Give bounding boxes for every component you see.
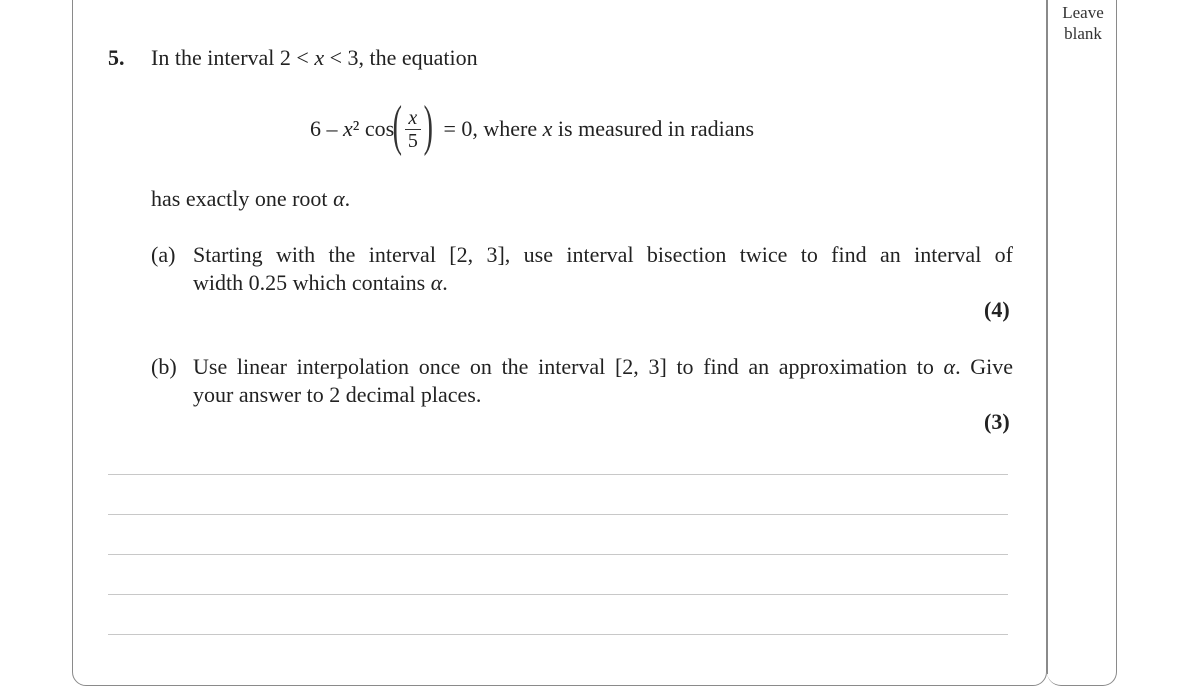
leave-blank-label bbox=[1050, 2, 1116, 44]
equation bbox=[310, 95, 755, 160]
equation-lhs: 6 – x² cos bbox=[310, 116, 395, 141]
part-a-label: (a) bbox=[151, 242, 176, 267]
leave-blank-column bbox=[1047, 0, 1117, 686]
answer-line[interactable] bbox=[108, 474, 1008, 475]
fraction bbox=[405, 107, 421, 152]
equation-tail: = 0, where x is measured in radians bbox=[443, 116, 755, 141]
leave-blank-line-2: blank bbox=[1064, 24, 1102, 43]
root-statement: has exactly one root α. bbox=[151, 186, 351, 211]
fraction-denominator: 5 bbox=[407, 129, 418, 152]
left-paren-symbol: ( bbox=[392, 95, 403, 157]
part-b-label: (b) bbox=[151, 354, 177, 379]
fraction-numerator: x bbox=[408, 106, 418, 129]
part-a-line-1: Starting with the interval [2, 3], use interval bisection twice to find an interval of bbox=[193, 242, 1013, 267]
leave-blank-line-1: Leave bbox=[1062, 3, 1104, 22]
answer-line[interactable] bbox=[108, 634, 1008, 635]
answer-line[interactable] bbox=[108, 594, 1008, 595]
part-b-line-1: Use linear interpolation once on the interval [2, 3] to find an approximation to α. Give bbox=[193, 354, 1013, 379]
part-a-marks: (4) bbox=[984, 297, 1010, 322]
part-b-line-2: your answer to 2 decimal places. bbox=[193, 382, 482, 407]
part-a-line-2: width 0.25 which contains α. bbox=[193, 270, 448, 295]
right-paren-symbol: ) bbox=[423, 95, 433, 157]
part-b-marks: (3) bbox=[984, 409, 1010, 434]
answer-line[interactable] bbox=[108, 514, 1008, 515]
answer-line[interactable] bbox=[108, 554, 1008, 555]
question-number: 5. bbox=[108, 45, 125, 70]
question-intro: In the interval 2 < x < 3, the equation bbox=[151, 45, 478, 70]
leave-blank-divider bbox=[1047, 0, 1048, 674]
